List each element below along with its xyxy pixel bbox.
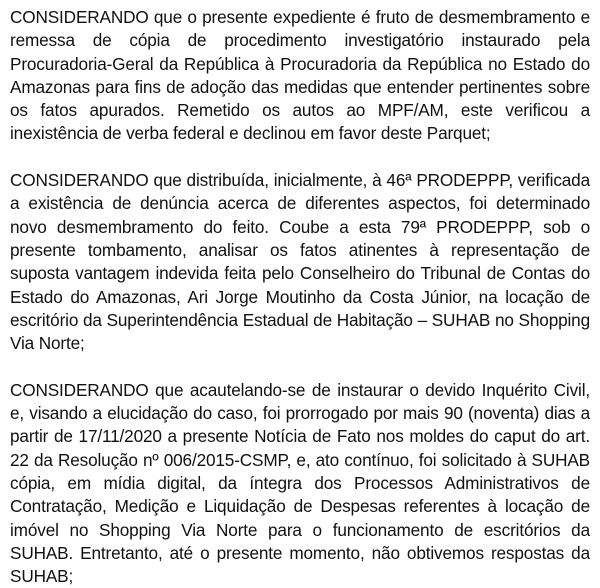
paragraph-considerando-1: CONSIDERANDO que o presente expediente é fruto de desmembramento e remessa de cópia de procedimento investigatório instaurado pela Procuradoria-Geral da República à Procuradoria da República no Estado do Amazonas para fins de adoção das medidas que entender pertinentes sobre os fatos apurados. Remetido os autos ao MPF/AM, este verificou a inexistência de verba federal e declinou em favor deste Parquet; (10, 7, 590, 144)
paragraph-considerando-3: CONSIDERANDO que acautelando-se de instaurar o devido Inquérito Civil, e, visando a elucidação do caso, foi prorrogado por mais 90 (noventa) dias a partir de 17/11/2020 a presente Notícia de Fato nos moldes do caput do art. 22 da Resolução nº 006/2015-CSMP, e, ato contínuo, foi solicitado à SUHAB cópia, em mídia digital, da íntegra dos Processos Administrativos de Contratação, Medição e Liquidação de Despesas referentes à locação de imóvel no Shopping Via Norte para o funcionamento de escritórios da SUHAB. Entretanto, até o presente momento, não obtivemos respostas da SUHAB; (10, 379, 590, 587)
paragraph-considerando-2: CONSIDERANDO que distribuída, inicialmente, à 46ª PRODEPPP, verificada a existência de denúncia acerca de diferentes aspectos, foi determinado novo desmembramento do feito. Coube a esta 79ª PRODEPPP, sob o presente tombamento, analisar os fatos atinentes à representação de suposta vantagem indevida feita pelo Conselheiro do Tribunal de Contas do Estado do Amazonas, Ari Jorge Moutinho da Costa Júnior, na locação de escritório da Superintendência Estadual de Habitação – SUHAB no Shopping Via Norte; (10, 170, 590, 354)
